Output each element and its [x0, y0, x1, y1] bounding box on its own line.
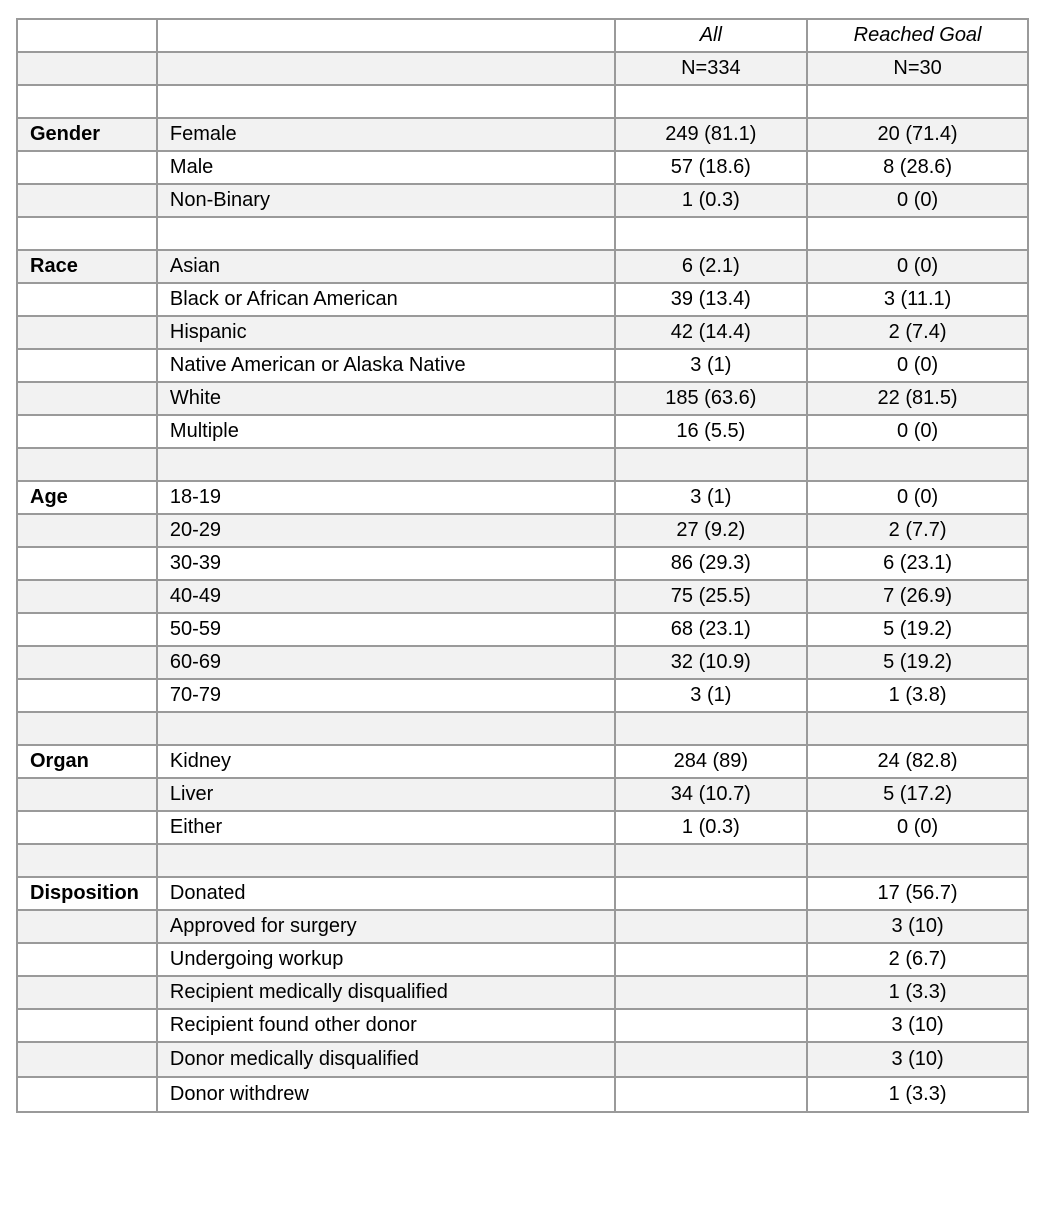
table-row — [17, 415, 1028, 448]
label-cell — [157, 844, 615, 877]
group-cell — [17, 85, 157, 118]
reached-goal-value: 1 (3.8) — [807, 679, 1028, 712]
label-cell: 50-59 — [157, 613, 615, 646]
group-cell — [17, 646, 157, 679]
table-row — [17, 1077, 1028, 1112]
reached-goal-value: 0 (0) — [807, 481, 1028, 514]
all-value: 3 (1) — [615, 349, 808, 382]
all-value: 3 (1) — [615, 481, 808, 514]
all-value — [615, 1077, 808, 1112]
table-row — [17, 778, 1028, 811]
table-row — [17, 745, 1028, 778]
label-cell: Kidney — [157, 745, 615, 778]
label-cell: Female — [157, 118, 615, 151]
reached-goal-value: 2 (6.7) — [807, 943, 1028, 976]
group-cell — [17, 547, 157, 580]
group-cell — [17, 1042, 157, 1077]
table-row — [17, 877, 1028, 910]
label-cell: White — [157, 382, 615, 415]
all-value: 3 (1) — [615, 679, 808, 712]
label-cell: Non-Binary — [157, 184, 615, 217]
label-cell: 70-79 — [157, 679, 615, 712]
table-row — [17, 283, 1028, 316]
label-cell: 60-69 — [157, 646, 615, 679]
all-value — [615, 1009, 808, 1042]
reached-goal-value: 2 (7.4) — [807, 316, 1028, 349]
group-cell: Gender — [17, 118, 157, 151]
all-value: 34 (10.7) — [615, 778, 808, 811]
all-value — [615, 712, 808, 745]
group-cell — [17, 712, 157, 745]
table-row — [17, 976, 1028, 1009]
header-reached-goal: Reached Goal — [807, 19, 1028, 52]
table-row — [17, 646, 1028, 679]
all-value: 75 (25.5) — [615, 580, 808, 613]
table-row — [17, 184, 1028, 217]
label-cell: 20-29 — [157, 514, 615, 547]
reached-goal-value: 2 (7.7) — [807, 514, 1028, 547]
reached-goal-value: 3 (10) — [807, 1042, 1028, 1077]
reached-goal-value: 3 (10) — [807, 910, 1028, 943]
label-cell — [157, 448, 615, 481]
reached-goal-value: 24 (82.8) — [807, 745, 1028, 778]
label-cell: 40-49 — [157, 580, 615, 613]
group-cell — [17, 910, 157, 943]
all-value: 68 (23.1) — [615, 613, 808, 646]
all-value: 249 (81.1) — [615, 118, 808, 151]
all-value: 32 (10.9) — [615, 646, 808, 679]
reached-goal-value: 17 (56.7) — [807, 877, 1028, 910]
group-cell — [17, 580, 157, 613]
all-value: 284 (89) — [615, 745, 808, 778]
all-value — [615, 448, 808, 481]
n-reached-goal: N=30 — [807, 52, 1028, 85]
all-value: 27 (9.2) — [615, 514, 808, 547]
all-value: 57 (18.6) — [615, 151, 808, 184]
n-group-cell — [17, 52, 157, 85]
reached-goal-value: 1 (3.3) — [807, 976, 1028, 1009]
reached-goal-value: 8 (28.6) — [807, 151, 1028, 184]
group-cell: Disposition — [17, 877, 157, 910]
all-value: 16 (5.5) — [615, 415, 808, 448]
reached-goal-value — [807, 844, 1028, 877]
reached-goal-value: 5 (19.2) — [807, 646, 1028, 679]
table-row — [17, 943, 1028, 976]
table-row — [17, 811, 1028, 844]
spacer-row — [17, 217, 1028, 250]
reached-goal-value: 7 (26.9) — [807, 580, 1028, 613]
reached-goal-value: 5 (17.2) — [807, 778, 1028, 811]
group-cell: Age — [17, 481, 157, 514]
header-group-cell — [17, 19, 157, 52]
label-cell — [157, 217, 615, 250]
label-cell: Approved for surgery — [157, 910, 615, 943]
spacer-row — [17, 844, 1028, 877]
label-cell: 18-19 — [157, 481, 615, 514]
all-value — [615, 844, 808, 877]
reached-goal-value: 3 (11.1) — [807, 283, 1028, 316]
all-value: 1 (0.3) — [615, 184, 808, 217]
all-value: 86 (29.3) — [615, 547, 808, 580]
table-row — [17, 547, 1028, 580]
group-cell — [17, 679, 157, 712]
group-cell — [17, 283, 157, 316]
all-value: 6 (2.1) — [615, 250, 808, 283]
group-cell — [17, 382, 157, 415]
all-value — [615, 217, 808, 250]
table-row — [17, 118, 1028, 151]
label-cell — [157, 85, 615, 118]
reached-goal-value: 6 (23.1) — [807, 547, 1028, 580]
table-row — [17, 910, 1028, 943]
table-row — [17, 679, 1028, 712]
n-label-cell — [157, 52, 615, 85]
n-all: N=334 — [615, 52, 808, 85]
label-cell: Recipient medically disqualified — [157, 976, 615, 1009]
reached-goal-value — [807, 217, 1028, 250]
reached-goal-value: 20 (71.4) — [807, 118, 1028, 151]
group-cell — [17, 316, 157, 349]
spacer-row — [17, 85, 1028, 118]
reached-goal-value: 0 (0) — [807, 250, 1028, 283]
table-row — [17, 481, 1028, 514]
label-cell: Hispanic — [157, 316, 615, 349]
demographics-table — [16, 18, 1029, 1113]
group-cell — [17, 1077, 157, 1112]
group-cell — [17, 151, 157, 184]
table-row — [17, 316, 1028, 349]
label-cell: Liver — [157, 778, 615, 811]
group-cell — [17, 217, 157, 250]
spacer-row — [17, 448, 1028, 481]
group-cell — [17, 514, 157, 547]
reached-goal-value — [807, 448, 1028, 481]
reached-goal-value: 5 (19.2) — [807, 613, 1028, 646]
all-value — [615, 910, 808, 943]
label-cell: Undergoing workup — [157, 943, 615, 976]
table-row — [17, 1042, 1028, 1077]
label-cell: Donor withdrew — [157, 1077, 615, 1112]
reached-goal-value — [807, 712, 1028, 745]
all-value: 1 (0.3) — [615, 811, 808, 844]
reached-goal-value — [807, 85, 1028, 118]
header-all: All — [615, 19, 808, 52]
all-value — [615, 1042, 808, 1077]
group-cell — [17, 844, 157, 877]
label-cell: Multiple — [157, 415, 615, 448]
table-row — [17, 1009, 1028, 1042]
label-cell — [157, 712, 615, 745]
group-cell — [17, 184, 157, 217]
all-value: 39 (13.4) — [615, 283, 808, 316]
label-cell: Either — [157, 811, 615, 844]
group-cell: Race — [17, 250, 157, 283]
header-label-cell — [157, 19, 615, 52]
table-row — [17, 382, 1028, 415]
group-cell — [17, 778, 157, 811]
table-row — [17, 580, 1028, 613]
table-row — [17, 613, 1028, 646]
label-cell: Black or African American — [157, 283, 615, 316]
reached-goal-value: 22 (81.5) — [807, 382, 1028, 415]
label-cell: Recipient found other donor — [157, 1009, 615, 1042]
label-cell: Male — [157, 151, 615, 184]
group-cell — [17, 349, 157, 382]
header-row — [17, 19, 1028, 52]
reached-goal-value: 0 (0) — [807, 811, 1028, 844]
label-cell: Donated — [157, 877, 615, 910]
group-cell: Organ — [17, 745, 157, 778]
table-row — [17, 151, 1028, 184]
label-cell: 30-39 — [157, 547, 615, 580]
reached-goal-value: 0 (0) — [807, 349, 1028, 382]
label-cell: Donor medically disqualified — [157, 1042, 615, 1077]
table-row — [17, 514, 1028, 547]
group-cell — [17, 415, 157, 448]
all-value — [615, 85, 808, 118]
reached-goal-value: 0 (0) — [807, 184, 1028, 217]
table-row — [17, 250, 1028, 283]
reached-goal-value: 1 (3.3) — [807, 1077, 1028, 1112]
group-cell — [17, 613, 157, 646]
reached-goal-value: 0 (0) — [807, 415, 1028, 448]
label-cell: Native American or Alaska Native — [157, 349, 615, 382]
table-row — [17, 349, 1028, 382]
group-cell — [17, 943, 157, 976]
spacer-row — [17, 712, 1028, 745]
group-cell — [17, 811, 157, 844]
all-value — [615, 877, 808, 910]
reached-goal-value: 3 (10) — [807, 1009, 1028, 1042]
all-value: 185 (63.6) — [615, 382, 808, 415]
all-value — [615, 943, 808, 976]
all-value — [615, 976, 808, 1009]
group-cell — [17, 1009, 157, 1042]
label-cell: Asian — [157, 250, 615, 283]
group-cell — [17, 976, 157, 1009]
n-row — [17, 52, 1028, 85]
group-cell — [17, 448, 157, 481]
all-value: 42 (14.4) — [615, 316, 808, 349]
